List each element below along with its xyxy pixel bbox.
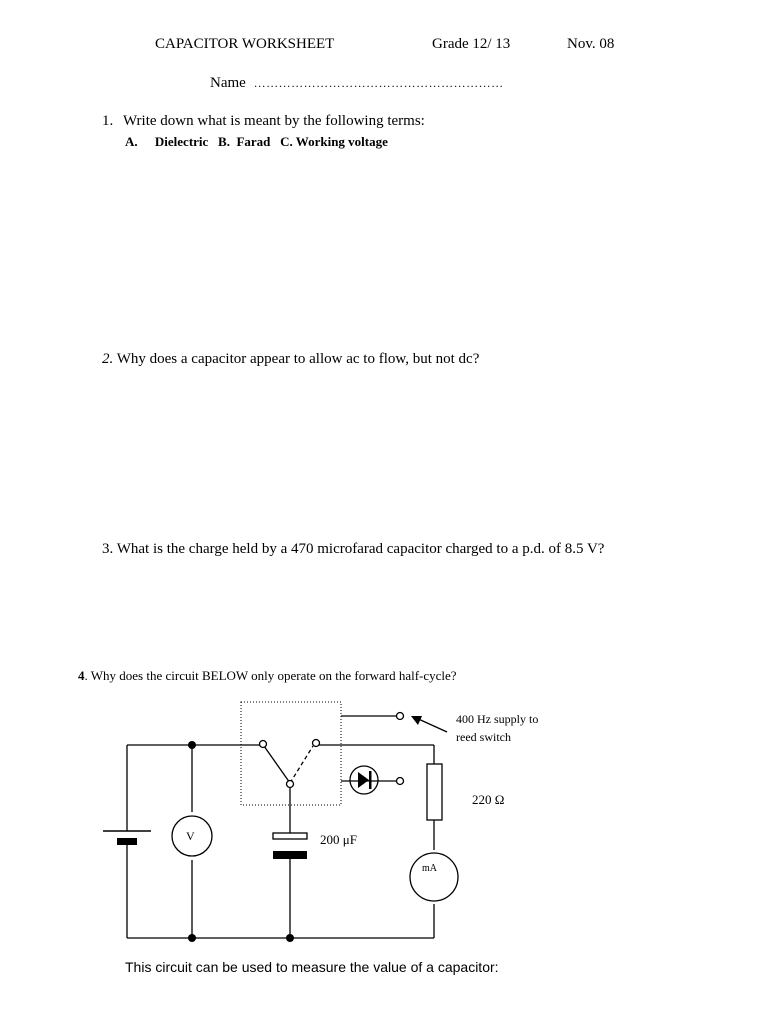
question-2-text: Why does a capacitor appear to allow ac to flow, but not dc? bbox=[116, 351, 480, 367]
term-a-label: A. bbox=[125, 134, 138, 149]
question-4-number: 4 bbox=[78, 668, 85, 683]
terms-list: Dielectric B. Farad C. Working voltage bbox=[154, 134, 388, 149]
diode-terminal bbox=[397, 778, 404, 785]
reed-terminal-center bbox=[287, 781, 294, 788]
junction-dot-bottom-left bbox=[188, 934, 196, 942]
question-1-text: Write down what is meant by the following terms: bbox=[123, 113, 425, 129]
diode-triangle bbox=[358, 772, 369, 788]
question-3-text: What is the charge held by a 470 microfarad capacitor charged to a p.d. of 8.5 V? bbox=[116, 541, 605, 557]
junction-dot-bottom-mid bbox=[286, 934, 294, 942]
question-3-number: 3. bbox=[102, 541, 114, 557]
junction-dot-top bbox=[188, 741, 196, 749]
footer-text: This circuit can be used to measure the value of a capacitor: bbox=[125, 959, 499, 975]
name-dots: …………………………………………………… bbox=[253, 76, 504, 90]
supply-label-line1: 400 Hz supply to bbox=[456, 712, 539, 726]
supply-label-line2: reed switch bbox=[456, 730, 511, 744]
reed-terminal-right bbox=[313, 740, 320, 747]
reed-terminal-left bbox=[260, 741, 267, 748]
reed-switch-blade-left bbox=[264, 746, 290, 783]
resistor-symbol bbox=[427, 764, 442, 820]
question-1-number: 1. bbox=[102, 113, 114, 129]
capacitor-label: 200 μF bbox=[320, 832, 357, 847]
worksheet-title: CAPACITOR WORKSHEET bbox=[155, 36, 335, 52]
reed-switch-blade-right bbox=[290, 746, 313, 783]
date-label: Nov. 08 bbox=[567, 36, 615, 52]
reed-switch-box bbox=[241, 702, 341, 805]
capacitor-plate-bottom bbox=[273, 851, 307, 859]
question-2-number: 2. bbox=[102, 351, 114, 367]
voltmeter-label: V bbox=[186, 829, 195, 843]
resistor-label: 220 Ω bbox=[472, 792, 505, 807]
ammeter-label: mA bbox=[422, 863, 437, 874]
grade-label: Grade 12/ 13 bbox=[432, 36, 511, 52]
supply-terminal bbox=[397, 713, 404, 720]
name-label: Name bbox=[210, 75, 246, 91]
ammeter-symbol bbox=[410, 853, 458, 901]
capacitor-plate-top bbox=[273, 833, 307, 839]
question-4-text: . Why does the circuit BELOW only operate on the forward half-cycle? bbox=[84, 668, 457, 683]
battery-short-plate bbox=[117, 838, 137, 845]
diode-bar bbox=[369, 771, 372, 789]
